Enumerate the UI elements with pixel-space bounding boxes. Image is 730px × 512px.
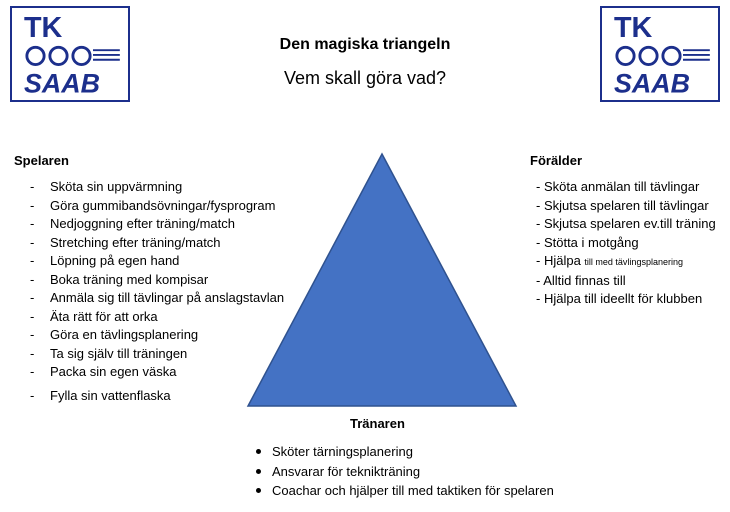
list-item: - Skjutsa spelaren ev.till träning <box>536 216 716 231</box>
list-item: - Ta sig själv till träningen <box>30 345 284 364</box>
list-item: - Alltid finnas till <box>536 272 626 288</box>
list-item: - Göra gummibandsövningar/fysprogram <box>30 197 284 216</box>
page-subtitle: Vem skall göra vad? <box>283 68 447 88</box>
logo-text-tk: TK <box>614 11 653 44</box>
page-title: Den magiska triangeln <box>279 36 451 53</box>
list-item: - Sköta sin uppvärmning <box>30 178 284 197</box>
tranaren-list <box>256 442 554 501</box>
list-item: - Nedjoggning efter träning/match <box>30 215 284 234</box>
list-item: - Anmäla sig till tävlingar på anslagstavlan <box>30 289 284 308</box>
list-item: Sköter tärningsplanering <box>256 442 554 462</box>
list-item-main: - Hjälpa <box>536 253 581 268</box>
foralder-heading: Förälder <box>530 153 583 168</box>
list-item-small-text: till med tävlingsplanering <box>584 257 683 267</box>
list-item: Ansvarar för teknikträning <box>256 462 554 482</box>
list-item: - Stretching efter träning/match <box>30 234 284 253</box>
spelaren-list <box>30 178 284 405</box>
tranaren-heading: Tränaren <box>350 416 405 431</box>
list-item: - Skjutsa spelaren till tävlingar <box>536 197 709 213</box>
list-item: - Fylla sin vattenflaska <box>30 387 284 406</box>
list-item: - Packa sin egen väska <box>30 363 284 382</box>
magic-triangle-shape <box>246 152 518 408</box>
logo-text-saab: SAAB <box>614 68 691 99</box>
logo-text-saab: SAAB <box>24 68 101 99</box>
list-item: - Hjälpa till ideellt för klubben <box>536 291 703 306</box>
list-item: - Göra en tävlingsplanering <box>30 326 284 345</box>
spelaren-heading: Spelaren <box>14 153 69 168</box>
list-item: - Boka träning med kompisar <box>30 271 284 290</box>
list-item: Coachar och hjälper till med taktiken för spelaren <box>256 481 554 501</box>
list-item: - Stötta i motgång <box>536 234 639 250</box>
list-item: - Löpning på egen hand <box>30 252 284 271</box>
list-item: - Sköta anmälan till tävlingar <box>536 179 700 194</box>
foralder-list <box>536 178 716 309</box>
list-item: - Äta rätt för att orka <box>30 308 284 327</box>
logo-text-tk: TK <box>24 11 63 44</box>
list-item <box>536 252 716 272</box>
